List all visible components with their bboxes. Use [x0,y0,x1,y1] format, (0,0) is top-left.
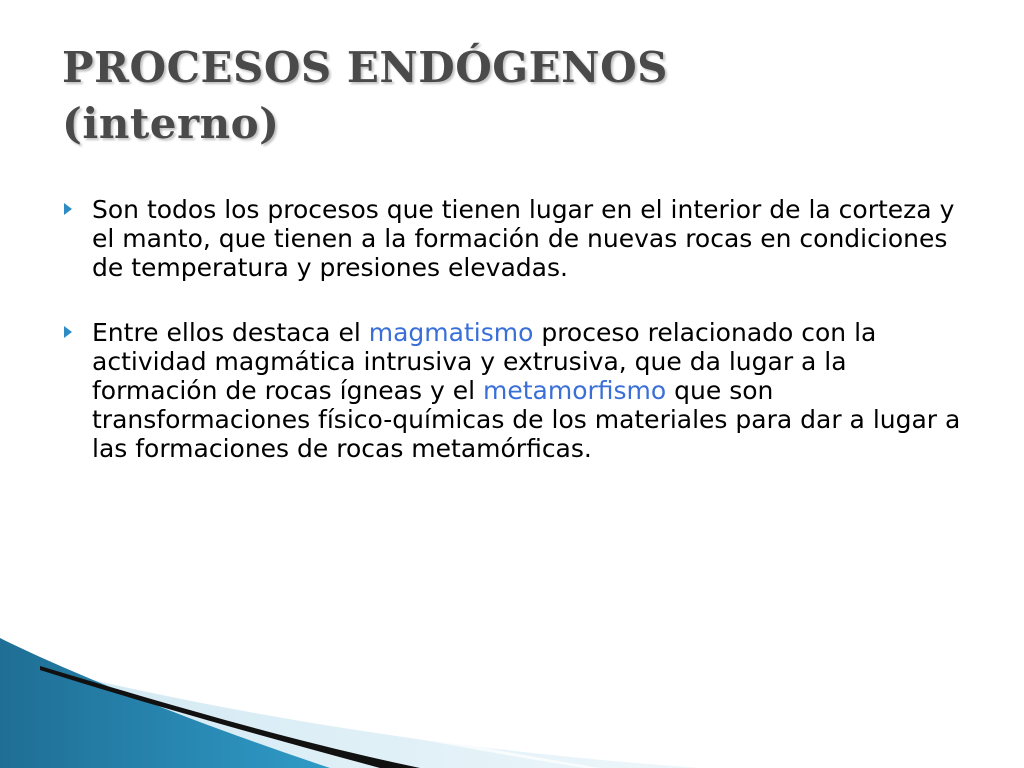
triangle-right-icon [64,326,72,338]
slide-content [62,195,962,499]
highlight-magmatismo: magmatismo [368,318,534,347]
bullet-item-1 [62,195,962,282]
highlight-metamorfismo: metamorfismo [483,376,667,405]
bullet-text-2-part-2: proceso relacionado con la actividad magmática intrusiva y extrusiva, que da lugar a la formación de rocas ígneas y el [92,318,877,405]
title-line-2: (interno) [62,99,280,148]
bullet-text-2-part-3: que son transformaciones físico-químicas de los materiales para dar a lugar a las formaciones de rocas metamórficas. [92,376,961,463]
bullet-text-2-part-1: Entre ellos destaca el [92,318,369,347]
title-line-1: PROCESOS ENDÓGENOS [62,43,668,92]
bullet-text-1: Son todos los procesos que tienen lugar en el interior de la corteza y el manto, que tienen a la formación de nuevas rocas en condiciones de temperatura y presiones elevadas. [92,195,955,282]
slide-title [62,40,962,152]
triangle-right-icon [64,203,72,215]
bullet-item-2 [62,318,962,463]
decorative-wave [0,638,1024,768]
